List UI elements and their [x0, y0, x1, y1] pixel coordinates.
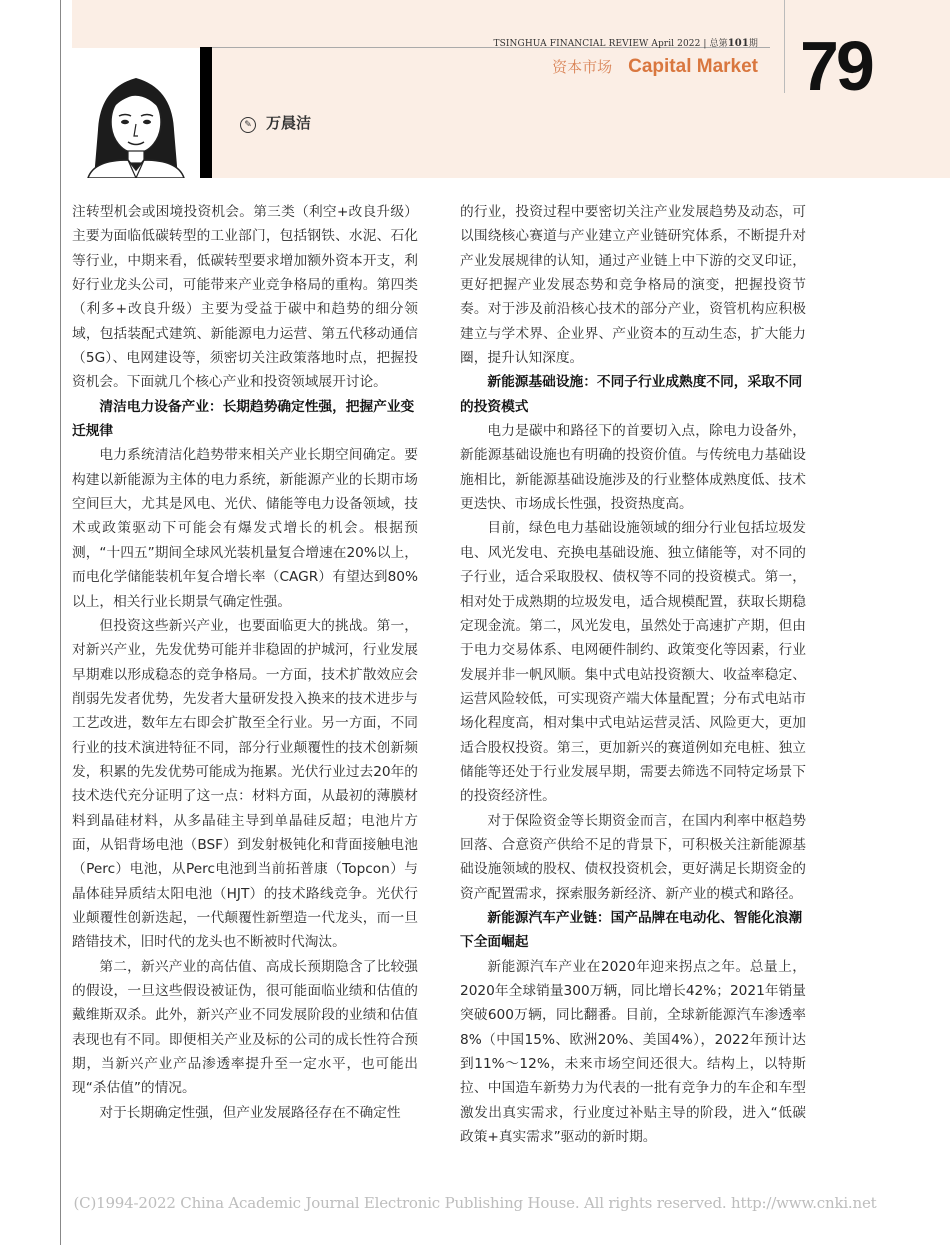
- section-title: [470, 56, 758, 78]
- issue-suffix: 期: [748, 39, 758, 49]
- paragraph: 第二，新兴产业的高估值、高成长预期隐含了比较强的假设，一旦这些假设被证伪，很可能面临业绩和估值的戴维斯双杀。此外，新兴产业不同发展阶段的业绩和估值表现也有不同。即便相关产业及标的公司的成长性符合预期，当新兴产业产品渗透率提升至一定水平，也可能出现“杀估值”的情况。: [72, 958, 418, 1097]
- author-byline: [240, 112, 311, 133]
- paragraph: 电力系统清洁化趋势带来相关产业长期空间确定。要构建以新能源为主体的电力系统，新能源产业的长期市场空间巨大，尤其是风电、光伏、储能等电力设备领域，技术或政策驱动下可能会有爆发式增长的机会。根据预测，“十四五”期间全球风光装机量复合增速在20%以上，而电化学储能装机年复合增长率（CAGR）有望达到80%以上，相关行业长期景气确定性强。: [72, 447, 418, 610]
- right-column: [460, 200, 806, 1149]
- paragraph: 的行业，投资过程中要密切关注产业发展趋势及动态，可以围绕核心赛道与产业建立产业链研究体系，不断提升对产业发展规律的认知，通过产业链上中下游的交叉印证，更好把握产业发展态势和竞争格局的演变，把握投资节奏。对于涉及前沿核心技术的部分产业，资管机构应积极建立与学术界、企业界、产业资本的互动生态，扩大能力圈，提升认知深度。: [460, 204, 806, 367]
- left-margin-rule: [60, 0, 61, 1245]
- author-name: 万晨洁: [266, 114, 312, 132]
- paragraph: 注转型机会或困境投资机会。第三类（利空+改良升级）主要为面临低碳转型的工业部门，包括钢铁、水泥、石化等行业，中期来看，低碳转型要求增加额外资本开支，利好行业龙头公司，可能带来产业竞争格局的重构。第四类（利多+改良升级）主要为受益于碳中和趋势的细分领域，包括装配式建筑、新能源电力运营、第五代移动通信（5G）、电网建设等，须密切关注政策落地时点，把握投资机会。下面就几个核心产业和投资领域展开讨论。: [72, 204, 418, 391]
- header-vertical-bar: [200, 47, 212, 178]
- journal-separator: |: [703, 39, 710, 49]
- section-title-en: Capital Market: [628, 56, 758, 77]
- issue-prefix: 总第: [709, 39, 728, 49]
- paragraph: 目前，绿色电力基础设施领域的细分行业包括垃圾发电、风光发电、充换电基础设施、独立储能等，对不同的子行业，适合采取股权、债权等不同的投资模式。第一，相对处于成熟期的垃圾发电，适合规模配置，获取长期稳定现金流。第二，风光发电，虽然处于高速扩产期，但由于电力交易体系、电网硬件制约、政策变化等因素，行业发展并非一帆风顺。集中式电站投资额大、收益率稳定、运营风险较低，可实现资产端大体量配置；分布式电站市场化程度高，相对集中式电站运营灵活、风险更大，更加适合股权投资。第三，更加新兴的赛道例如充电桩、独立储能等还处于行业发展早期，需要去筛选不同特定场景下的投资经济性。: [460, 520, 806, 805]
- issue-number: 101: [727, 38, 749, 49]
- left-column: [72, 200, 418, 1125]
- paragraph: 对于长期确定性强，但产业发展路径存在不确定性: [99, 1104, 401, 1121]
- paragraph: 电力是碳中和路径下的首要切入点，除电力设备外，新能源基础设施也有明确的投资价值。与传统电力基础设施相比，新能源基础设施涉及的行业整体成熟度低、技术更迭快、市场成长性强，投资热度高。: [460, 423, 806, 513]
- page-number: 79: [800, 27, 872, 105]
- subheading: 清洁电力设备产业：长期趋势确定性强，把握产业变迁规律: [72, 398, 415, 440]
- paragraph: 但投资这些新兴产业，也要面临更大的挑战。第一，对新兴产业，先发优势可能并非稳固的护城河，行业发展早期难以形成稳态的竞争格局。一方面，技术扩散效应会削弱先发者优势，先发者大量研发投入换来的技术进步与工艺改进，数年左右即会扩散至全行业。另一方面，不同行业的技术演进特征不同，部分行业颠覆性的技术创新频发，积累的先发优势可能成为拖累。光伏行业过去20年的技术迭代充分证明了这一点：材料方面，从最初的薄膜材料到晶硅材料，从多晶硅主导到单晶硅反超；电池片方面，从铝背场电池（BSF）到发射极钝化和背面接触电池（Perc）电池，从Perc电池到当前拓普康（Topcon）与晶体硅异质结太阳电池（HJT）的技术路线竞争。光伏行业颠覆性创新迭起，一代颠覆性新塑造一代龙头，而一旦踏错技术，旧时代的龙头也不断被时代淘汰。: [72, 617, 418, 951]
- paragraph: 对于保险资金等长期资金而言，在国内利率中枢趋势回落、合意资产供给不足的背景下，可积极关注新能源基础设施领域的股权、债权投资机会，更好满足长期资金的资产配置需求，探索服务新经济、新产业的模式和路径。: [460, 812, 806, 902]
- subheading: 新能源基础设施：不同子行业成熟度不同，采取不同的投资模式: [460, 374, 803, 415]
- subheading: 新能源汽车产业链：国产品牌在电动化、智能化浪潮下全面崛起: [460, 909, 803, 951]
- section-title-cn: 资本市场: [552, 58, 613, 76]
- pen-circle-icon: ✎: [240, 117, 256, 133]
- paragraph: 新能源汽车产业在2020年迎来拐点之年。总量上，2020年全球销量300万辆，同比增长42%；2021年销量突破600万辆，同比翻番。目前，全球新能源汽车渗透率8%（中国15%、欧洲20%、美国4%），2022年预计达到11%～12%，未来市场空间还很大。结构上，以特斯拉、中国造车新势力为代表的一批有竞争力的车企和车型激发出真实需求，行业度过补贴主导的阶段，进入“低碳政策+真实需求”驱动的新时期。: [460, 958, 806, 1146]
- page-number-divider: [784, 0, 785, 93]
- journal-line: [480, 36, 758, 49]
- copyright-watermark: (C)1994-2022 China Academic Journal Electronic Publishing House. All rights reserved. http://www.cnki.net: [73, 1194, 877, 1212]
- journal-name: TSINGHUA FINANCIAL REVIEW April 2022: [493, 39, 701, 49]
- author-portrait: [72, 48, 200, 178]
